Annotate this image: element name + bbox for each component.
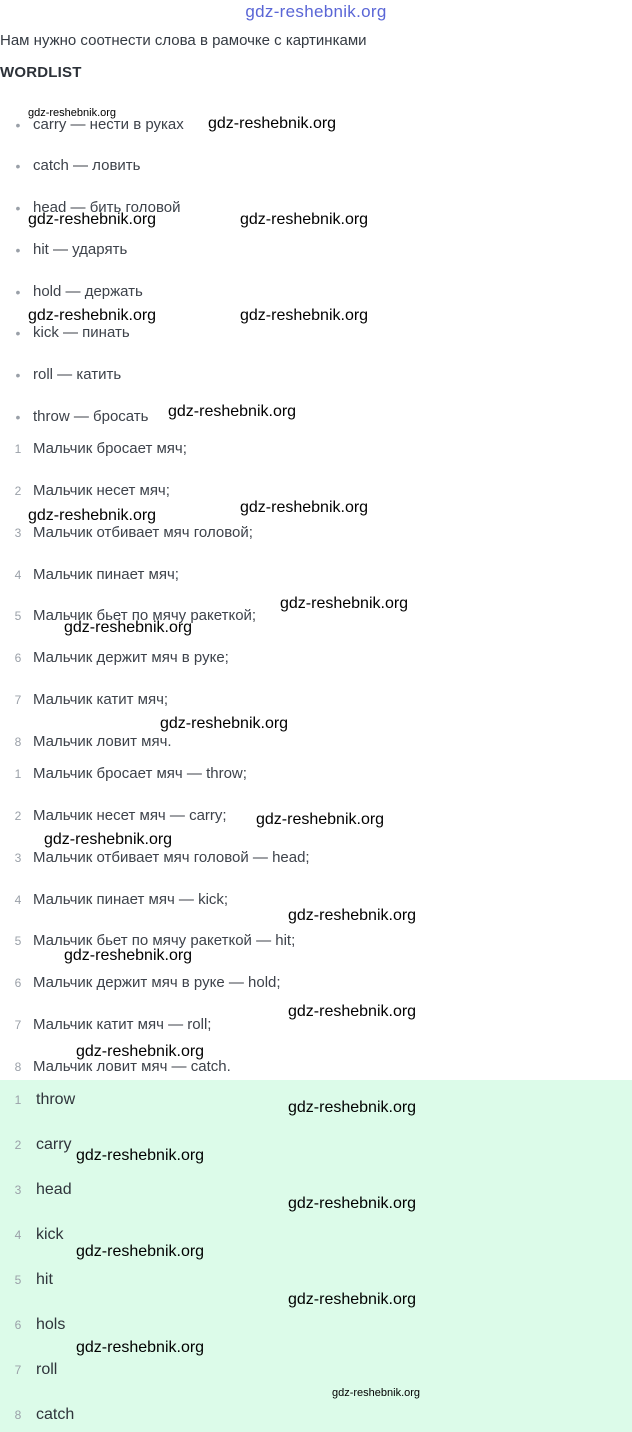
watermark: gdz-reshebnik.org: [44, 831, 173, 848]
watermark: gdz-reshebnik.org: [332, 1387, 421, 1399]
watermark: gdz-reshebnik.org: [76, 1339, 205, 1356]
item-number: 8: [14, 1060, 22, 1074]
watermark: gdz-reshebnik.org: [256, 811, 385, 828]
item-number: 2: [14, 1138, 22, 1152]
bullet-icon: •: [15, 367, 21, 383]
watermark: gdz-reshebnik.org: [28, 211, 157, 228]
wordlist-item: • hold — держать: [0, 277, 632, 307]
matched-item: 5 Мальчик бьет по мячу ракеткой — hit;: [0, 926, 632, 956]
matched-item: 1 Мальчик бросает мяч — throw;: [0, 759, 632, 789]
answer-item: 4 kick: [0, 1220, 632, 1250]
watermark: gdz-reshebnik.org: [288, 1195, 417, 1212]
sentence-item: 2 Мальчик несет мяч;: [0, 476, 632, 506]
sentence-item: 1 Мальчик бросает мяч;: [0, 434, 632, 464]
bullet-icon: •: [15, 325, 21, 341]
wordlist-item: • head — бить головой: [0, 193, 632, 223]
matched-item: 3 Мальчик отбивает мяч головой — head;: [0, 843, 632, 873]
matched-item: 4 Мальчик пинает мяч — kick;: [0, 885, 632, 915]
item-number: 2: [14, 809, 22, 823]
item-number: 2: [14, 484, 22, 498]
watermark: gdz-reshebnik.org: [280, 595, 409, 612]
item-number: 8: [14, 1408, 22, 1422]
item-number: 5: [14, 934, 22, 948]
item-number: 5: [14, 1273, 22, 1287]
item-number: 3: [14, 1183, 22, 1197]
wordlist-heading: WORDLIST: [0, 64, 82, 81]
watermark: gdz-reshebnik.org: [208, 115, 337, 132]
watermark: gdz-reshebnik.org: [288, 907, 417, 924]
wordlist-item: • carry — нести в руках: [0, 110, 632, 140]
wordlist-item: • catch — ловить: [0, 151, 632, 181]
watermark: gdz-reshebnik.org: [64, 619, 193, 636]
watermark: gdz-reshebnik.org: [64, 947, 193, 964]
answer-item: 1 throw: [0, 1085, 632, 1115]
watermark: gdz-reshebnik.org: [76, 1147, 205, 1164]
answer-item: 6 hols: [0, 1310, 632, 1340]
item-number: 8: [14, 735, 22, 749]
watermark: gdz-reshebnik.org: [76, 1243, 205, 1260]
watermark: gdz-reshebnik.org: [28, 507, 157, 524]
item-number: 4: [14, 568, 22, 582]
item-number: 1: [14, 1093, 22, 1107]
item-number: 4: [14, 893, 22, 907]
sentence-item: 7 Мальчик катит мяч;: [0, 685, 632, 715]
watermark: gdz-reshebnik.org: [160, 715, 289, 732]
wordlist-item: • hit — ударять: [0, 235, 632, 265]
bullet-icon: •: [15, 117, 21, 133]
answer-item: 7 roll: [0, 1355, 632, 1385]
sentence-item: 6 Мальчик держит мяч в руке;: [0, 643, 632, 673]
item-number: 1: [14, 767, 22, 781]
site-title[interactable]: gdz-reshebnik.org: [245, 2, 387, 21]
bullet-icon: •: [15, 284, 21, 300]
bullet-icon: •: [15, 409, 21, 425]
sentence-item: 4 Мальчик пинает мяч;: [0, 560, 632, 590]
wordlist-item: • throw — бросать: [0, 402, 632, 432]
watermark: gdz-reshebnik.org: [28, 107, 117, 119]
wordlist-item: • roll — катить: [0, 360, 632, 390]
sentence-item: 3 Мальчик отбивает мяч головой;: [0, 518, 632, 548]
answer-item: 2 carry: [0, 1130, 632, 1160]
watermark: gdz-reshebnik.org: [240, 307, 369, 324]
matched-item: 6 Мальчик держит мяч в руке — hold;: [0, 968, 632, 998]
item-number: 6: [14, 1318, 22, 1332]
item-number: 6: [14, 976, 22, 990]
watermark: gdz-reshebnik.org: [240, 211, 369, 228]
item-number: 7: [14, 693, 22, 707]
bullet-icon: •: [15, 200, 21, 216]
item-number: 4: [14, 1228, 22, 1242]
item-number: 7: [14, 1018, 22, 1032]
watermark: gdz-reshebnik.org: [76, 1043, 205, 1060]
item-number: 3: [14, 526, 22, 540]
item-number: 6: [14, 651, 22, 665]
item-number: 1: [14, 442, 22, 456]
matched-item: 8 Мальчик ловит мяч — catch.: [0, 1052, 632, 1082]
matched-item: 2 Мальчик несет мяч — carry;: [0, 801, 632, 831]
sentence-item: 8 Мальчик ловит мяч.: [0, 727, 632, 757]
matched-item: 7 Мальчик катит мяч — roll;: [0, 1010, 632, 1040]
sentence-item: 5 Мальчик бьет по мячу ракеткой;: [0, 601, 632, 631]
bullet-icon: •: [15, 242, 21, 258]
intro-text: Нам нужно соотнести слова в рамочке с картинками: [0, 32, 367, 49]
watermark: gdz-reshebnik.org: [240, 499, 369, 516]
answer-item: 5 hit: [0, 1265, 632, 1295]
item-number: 7: [14, 1363, 22, 1377]
item-number: 5: [14, 609, 22, 623]
answer-item: 8 catch: [0, 1400, 632, 1430]
watermark: gdz-reshebnik.org: [28, 307, 157, 324]
item-number: 3: [14, 851, 22, 865]
watermark: gdz-reshebnik.org: [288, 1003, 417, 1020]
answer-item: 3 head: [0, 1175, 632, 1205]
watermark: gdz-reshebnik.org: [288, 1291, 417, 1308]
watermark: gdz-reshebnik.org: [168, 403, 297, 420]
wordlist-item: • kick — пинать: [0, 318, 632, 348]
watermark: gdz-reshebnik.org: [288, 1099, 417, 1116]
bullet-icon: •: [15, 158, 21, 174]
